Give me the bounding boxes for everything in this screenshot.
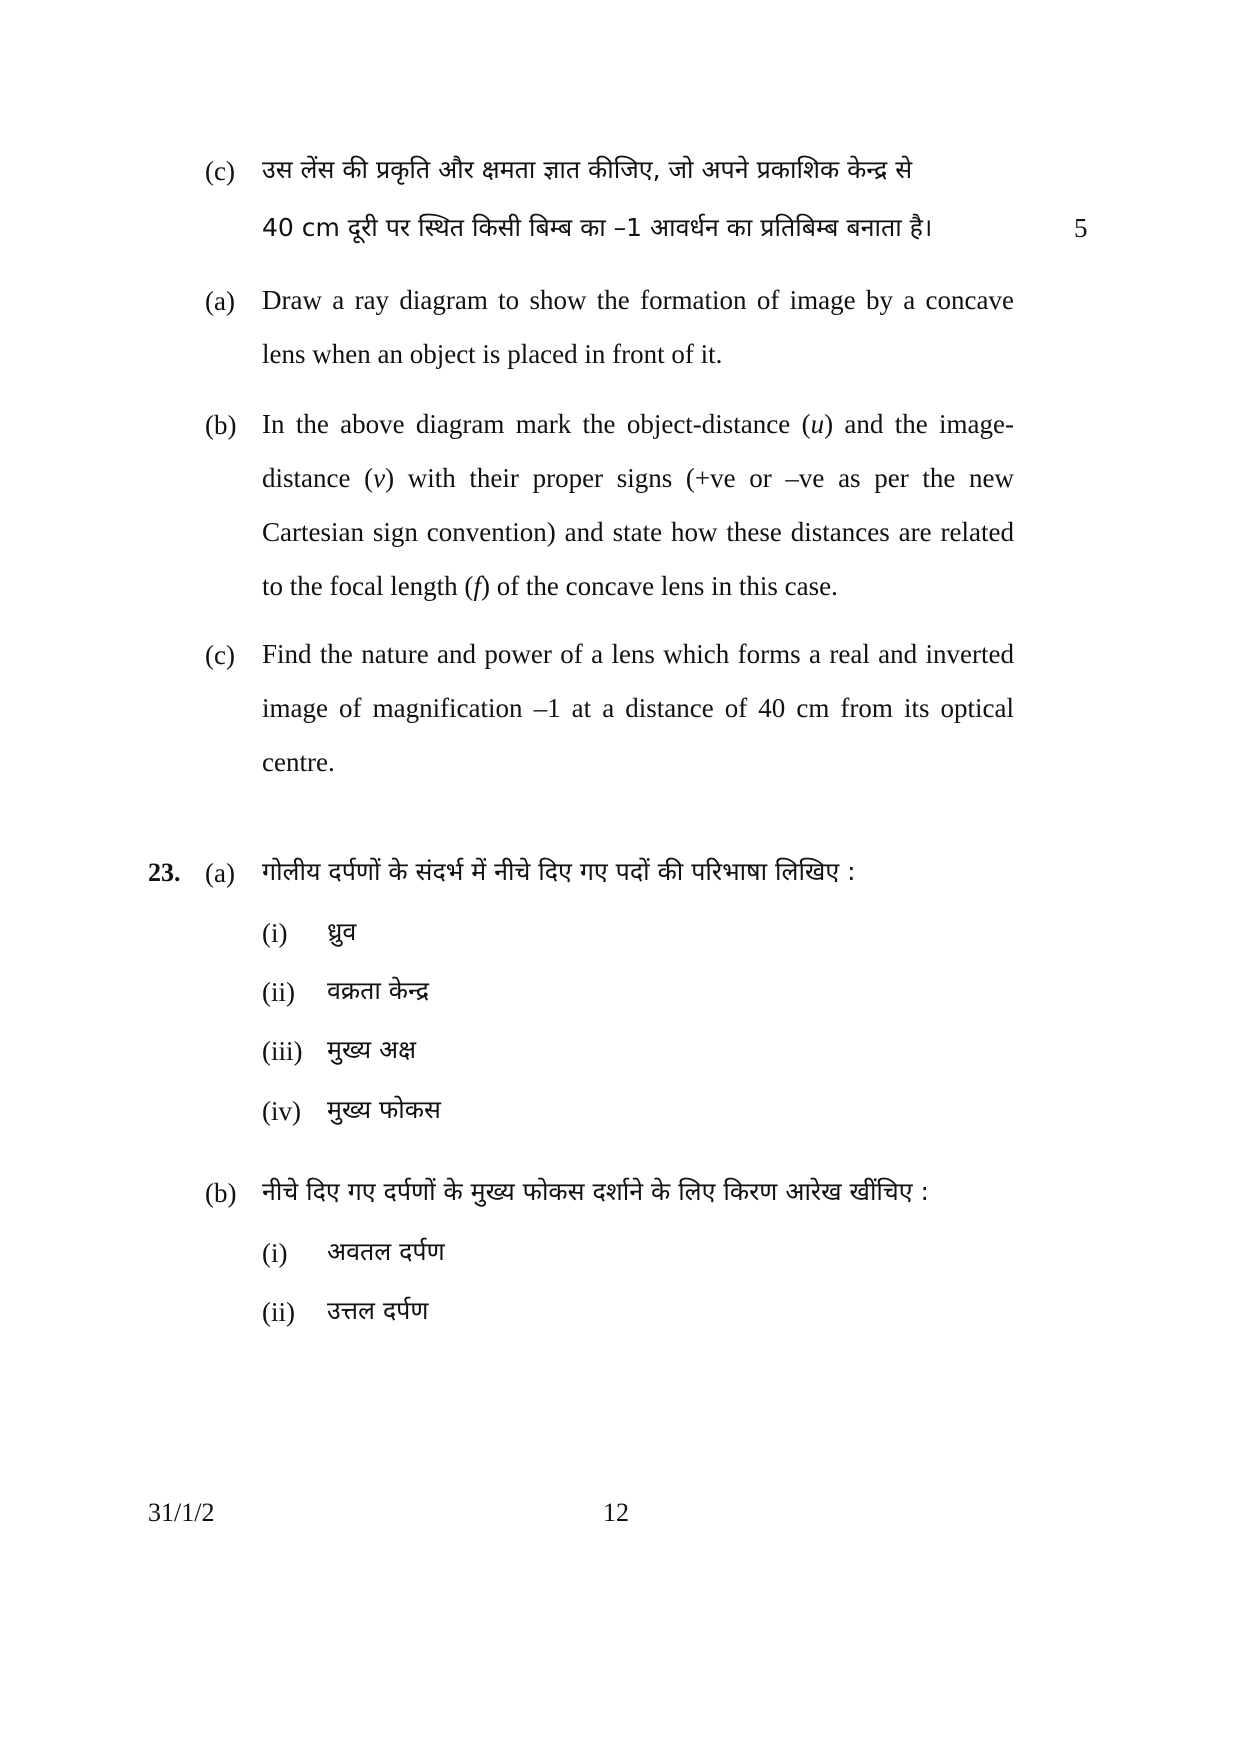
q23-a-item-text: वक्रता केन्द्र [327, 976, 429, 1005]
q22-a-label: (a) [205, 286, 235, 316]
q22-hindi-c-label: (c) [205, 156, 235, 186]
q22-hindi-c-line2: 40 cm दूरी पर स्थित किसी बिम्ब का –1 आवर्धन का प्रतिबिम्ब बनाता है। [262, 213, 933, 242]
var-v: v [373, 463, 386, 493]
q23-a-text: गोलीय दर्पणों के संदर्भ में नीचे दिए गए पदों की परिभाषा लिखिए : [262, 857, 856, 886]
page-number: 12 [603, 1498, 629, 1527]
q23-a-item-text: मुख्य अक्ष [327, 1035, 417, 1064]
paper-code: 31/1/2 [148, 1498, 215, 1527]
q22-b-text-part: ) and the image-distance ( [262, 409, 1014, 493]
q23-b-item-label: (i) [262, 1238, 288, 1268]
q23-b-item-text: उत्तल दर्पण [327, 1296, 429, 1325]
q22-b-label: (b) [205, 410, 237, 440]
q23-number: 23. [148, 858, 181, 887]
q23-b-label: (b) [205, 1178, 237, 1208]
q23-a-item-label: (iv) [262, 1096, 301, 1126]
q23-b-text: नीचे दिए गए दर्पणों के मुख्य फोकस दर्शाने के लिए किरण आरेख खींचिए : [262, 1177, 929, 1206]
q22-b-text [262, 397, 1014, 613]
q22-c-text: Find the nature and power of a lens which forms a real and inverted image of magnification –1 at a distance of 40 cm from its optical centre. [262, 639, 1014, 777]
q22-marks: 5 [1074, 213, 1088, 243]
q23-a-item-text: ध्रुव [327, 917, 357, 946]
q22-b-text-part: ) of the concave lens in this case. [480, 571, 838, 601]
q22-hindi-c-line1: उस लेंस की प्रकृति और क्षमता ज्ञात कीजिए, जो अपने प्रकाशिक केन्द्र से [262, 155, 913, 184]
q22-b-text-part: ) with their proper signs (+ve or –ve as per the new Cartesian sign convention) and state how these distances are related to the focal length ( [262, 463, 1014, 601]
q23-a-item-label: (iii) [262, 1036, 303, 1066]
var-f: f [473, 571, 481, 601]
q22-b-text-part: In the above diagram mark the object-distance ( [262, 409, 811, 439]
q23-a-label: (a) [205, 858, 235, 888]
q22-c-label: (c) [205, 640, 235, 670]
q23-a-item-label: (i) [262, 918, 288, 948]
q23-b-item-label: (ii) [262, 1297, 295, 1327]
var-u: u [810, 409, 825, 439]
q23-b-item-text: अवतल दर्पण [327, 1237, 445, 1266]
q22-a-text: Draw a ray diagram to show the formation of image by a concave lens when an object is placed in front of it. [262, 285, 1014, 369]
q23-a-item-label: (ii) [262, 977, 295, 1007]
q23-a-item-text: मुख्य फोकस [327, 1095, 441, 1124]
